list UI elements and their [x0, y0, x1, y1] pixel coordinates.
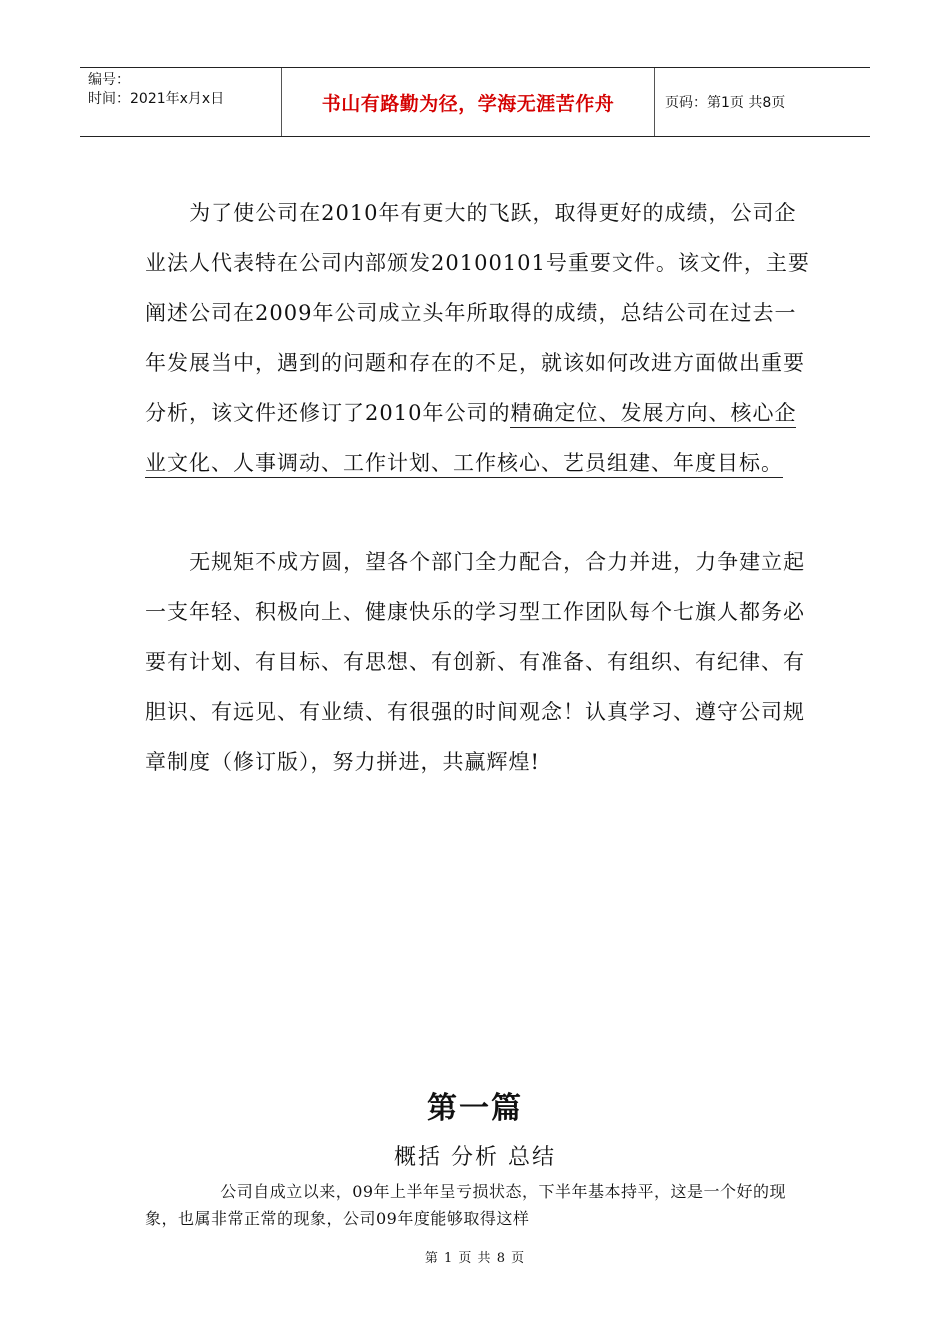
- header-page-number: 页码：第1页 共8页: [665, 95, 786, 111]
- chapter-title: 第一篇: [427, 1091, 523, 1126]
- paragraph-1-underlined-text: 精确定位、发展方向、核心企业文化、人事调动、工作计划、工作核心、艺员组建、年度目标。: [145, 401, 796, 478]
- header-motto: 书山有路勤为径，学海无涯苦作舟: [321, 92, 615, 115]
- chapter-intro-text: 公司自成立以来，09年上半年呈亏损状态，下半年基本持平，这是一个好的现象，也属非常正常的现象，公司09年度能够取得这样: [145, 1182, 787, 1228]
- document-time-label: 时间：2021年x月x日: [88, 91, 225, 107]
- header-page-cell: [655, 68, 870, 136]
- page-header: [80, 67, 870, 137]
- body-paragraph-1: [145, 188, 810, 488]
- header-meta: [80, 68, 282, 136]
- chapter-intro: [145, 1178, 815, 1232]
- page-footer: 第 1 页 共 8 页: [424, 1251, 526, 1266]
- chapter-subtitle: 概括 分析 总结: [394, 1145, 556, 1170]
- header-motto-cell: [282, 68, 655, 136]
- paragraph-1-text: 为了使公司在2010年有更大的飞跃，取得更好的成绩，公司企业法人代表特在公司内部颁发20100101号重要文件。该文件，主要阐述公司在2009年公司成立头年所取得的成绩，总结公司在过去一年发展当中，遇到的问题和存在的不足，就该如何改进方面做出重要分析，该文件还修订了2010年公司的: [145, 201, 810, 425]
- body-paragraph-2: 无规矩不成方圆，望各个部门全力配合，合力并进，力争建立起一支年轻、积极向上、健康快乐的学习型工作团队每个七旗人都务必要有计划、有目标、有思想、有创新、有准备、有组织、有纪律、有胆识、有远见、有业绩、有很强的时间观念！认真学习、遵守公司规章制度（修订版），努力拼进，共赢辉煌!: [145, 550, 806, 774]
- document-number-label: 编号：: [88, 72, 130, 88]
